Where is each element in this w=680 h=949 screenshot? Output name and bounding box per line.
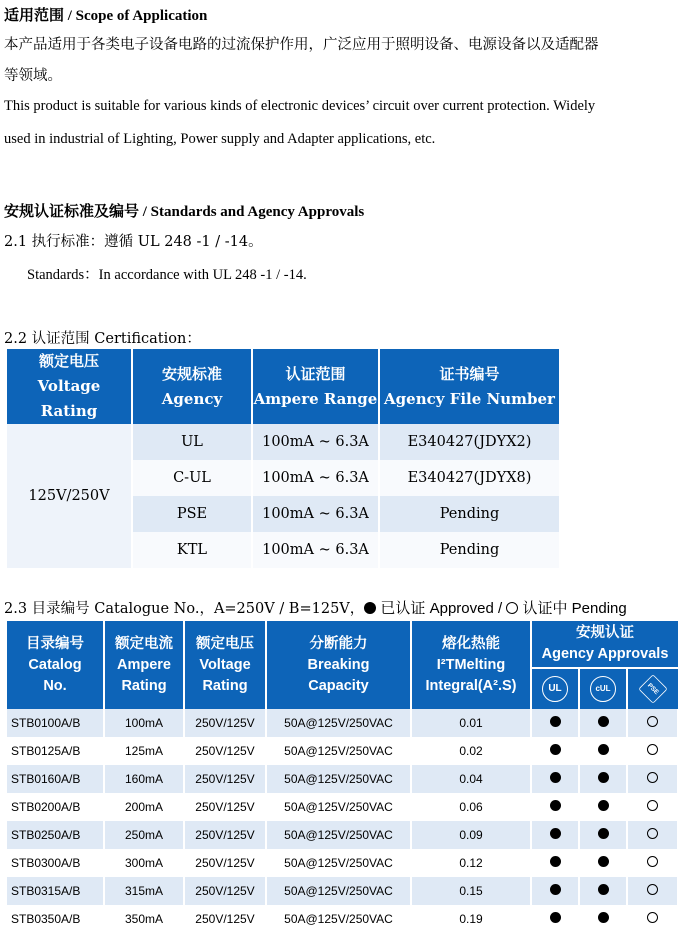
catalog-no-cell: STB0350A/B [7, 905, 104, 933]
ul-status-cell [531, 877, 579, 905]
pending-ring-icon [647, 744, 658, 755]
approved-dot-icon [550, 716, 561, 727]
pse-status-cell [627, 821, 678, 849]
table-row [7, 821, 678, 849]
pse-status-cell [627, 793, 678, 821]
catalog-no-cell: STB0100A/B [7, 709, 104, 737]
approved-dot-icon [550, 772, 561, 783]
approved-dot-icon [364, 602, 376, 614]
ampere-cell: 350mA [104, 905, 184, 933]
approved-dot-icon [598, 828, 609, 839]
cul-status-cell [579, 849, 627, 877]
ul-status-cell [531, 821, 579, 849]
approved-dot-icon [598, 744, 609, 755]
voltage-cell: 250V/125V [184, 821, 266, 849]
approved-dot-icon [598, 800, 609, 811]
range-cell: 100mA ~ 6.3A [252, 496, 379, 532]
approved-dot-icon [550, 828, 561, 839]
ul-status-cell [531, 709, 579, 737]
range-cell: 100mA ~ 6.3A [252, 532, 379, 568]
agency-cell: C-UL [132, 460, 252, 496]
standards-heading-cn: 安规认证标准及编号 [4, 204, 140, 220]
scope-en-line1: This product is suitable for various kinds of electronic devices’ circuit over current protection. Widely [4, 98, 596, 114]
pending-ring-icon [647, 856, 658, 867]
voltage-cell: 250V/125V [184, 737, 266, 765]
file-cell: Pending [379, 496, 559, 532]
approved-dot-icon [598, 856, 609, 867]
range-cell: 100mA ~ 6.3A [252, 424, 379, 460]
catalogue-table [7, 621, 679, 933]
i2t-cell: 0.02 [411, 737, 531, 765]
cul-status-cell [579, 709, 627, 737]
ampere-cell: 100mA [104, 709, 184, 737]
ul-status-cell [531, 765, 579, 793]
ampere-cell: 125mA [104, 737, 184, 765]
voltage-cell: 250V/125V [184, 877, 266, 905]
standards-heading-en: / Standards and Agency Approvals [139, 204, 365, 220]
voltage-cell: 250V/125V [184, 905, 266, 933]
pending-ring-icon [647, 772, 658, 783]
approved-dot-icon [550, 856, 561, 867]
standards-item1-en: Standards：In accordance with UL 248 -1 / -14. [27, 267, 307, 283]
certification-caption: 2.2 认证范围 Certification： [4, 331, 201, 347]
pse-status-cell [627, 849, 678, 877]
pse-status-cell [627, 765, 678, 793]
pending-ring-icon [647, 912, 658, 923]
approved-dot-icon [550, 800, 561, 811]
catalog-no-cell: STB0125A/B [7, 737, 104, 765]
scope-cn-line2: 等领域。 [4, 68, 62, 84]
pse-status-cell [627, 737, 678, 765]
pending-ring-icon [647, 716, 658, 727]
ampere-cell: 315mA [104, 877, 184, 905]
file-cell: E340427(JDYX8) [379, 460, 559, 496]
approved-dot-icon [550, 884, 561, 895]
voltage-cell: 250V/125V [184, 765, 266, 793]
scope-heading-en: / Scope of Application [64, 8, 208, 24]
file-cell: Pending [379, 532, 559, 568]
header-agency: 安规标准 Agency [132, 349, 252, 424]
ampere-cell: 300mA [104, 849, 184, 877]
catalog-no-cell: STB0315A/B [7, 877, 104, 905]
table-row [7, 849, 678, 877]
breaking-cell: 50A@125V/250VAC [266, 765, 411, 793]
catalog-no-cell: STB0300A/B [7, 849, 104, 877]
i2t-cell: 0.09 [411, 821, 531, 849]
cul-status-cell [579, 737, 627, 765]
scope-heading [4, 4, 207, 25]
standards-item1-cn: 2.1 执行标准：遵循 UL 248 -1 / -14。 [4, 234, 263, 250]
ul-status-cell [531, 905, 579, 933]
agency-cell: KTL [132, 532, 252, 568]
voltage-cell: 250V/125V [184, 709, 266, 737]
pending-ring-icon [647, 884, 658, 895]
file-cell: E340427(JDYX2) [379, 424, 559, 460]
ampere-cell: 250mA [104, 821, 184, 849]
pse-status-cell [627, 877, 678, 905]
agency-cell: PSE [132, 496, 252, 532]
cul-status-cell [579, 765, 627, 793]
ampere-cell: 200mA [104, 793, 184, 821]
approved-dot-icon [598, 912, 609, 923]
i2t-cell: 0.06 [411, 793, 531, 821]
i2t-cell: 0.01 [411, 709, 531, 737]
pending-ring-icon [647, 828, 658, 839]
header-voltage-rating: 额定电压 Voltage Rating [184, 621, 266, 709]
approved-dot-icon [598, 884, 609, 895]
header-cul [579, 668, 627, 709]
i2t-cell: 0.15 [411, 877, 531, 905]
header-ampere-range: 认证范围 Ampere Range [252, 349, 379, 424]
header-melting-integral: 熔化热能 I²TMelting Integral(A².S) [411, 621, 531, 709]
i2t-cell: 0.04 [411, 765, 531, 793]
catalogue-caption: 2.3 目录编号 Catalogue No.，A=250V / B=125V， 已认证 Approved / 认证中 Pending [4, 600, 627, 617]
certification-header-row [7, 349, 559, 424]
header-ul [531, 668, 579, 709]
approved-dot-icon [598, 772, 609, 783]
breaking-cell: 50A@125V/250VAC [266, 905, 411, 933]
breaking-cell: 50A@125V/250VAC [266, 793, 411, 821]
cul-status-cell [579, 821, 627, 849]
breaking-cell: 50A@125V/250VAC [266, 709, 411, 737]
cul-status-cell [579, 905, 627, 933]
approved-dot-icon [550, 912, 561, 923]
scope-cn-line1: 本产品适用于各类电子设备电路的过流保护作用，广泛应用于照明设备、电源设备以及适配器 [4, 37, 599, 53]
header-breaking-capacity: 分断能力 Breaking Capacity [266, 621, 411, 709]
range-cell: 100mA ~ 6.3A [252, 460, 379, 496]
certification-table [7, 349, 559, 568]
breaking-cell: 50A@125V/250VAC [266, 821, 411, 849]
header-agency-file-number: 证书编号 Agency File Number [379, 349, 559, 424]
breaking-cell: 50A@125V/250VAC [266, 849, 411, 877]
header-catalog-no: 目录编号 Catalog No. [7, 621, 104, 709]
header-pse [627, 668, 678, 709]
table-row [7, 765, 678, 793]
cul-status-cell [579, 793, 627, 821]
ul-status-cell [531, 737, 579, 765]
pse-status-cell [627, 709, 678, 737]
i2t-cell: 0.12 [411, 849, 531, 877]
catalog-no-cell: STB0200A/B [7, 793, 104, 821]
ampere-cell: 160mA [104, 765, 184, 793]
scope-en-line2: used in industrial of Lighting, Power supply and Adapter applications, etc. [4, 131, 436, 147]
cul-mark-icon: cUL [590, 676, 616, 702]
table-row [7, 793, 678, 821]
agency-cell: UL [132, 424, 252, 460]
voltage-cell: 125V/250V [7, 424, 132, 568]
voltage-cell: 250V/125V [184, 793, 266, 821]
table-row [7, 877, 678, 905]
breaking-cell: 50A@125V/250VAC [266, 737, 411, 765]
pse-status-cell [627, 905, 678, 933]
header-voltage-rating: 额定电压 Voltage Rating [7, 349, 132, 424]
scope-heading-cn: 适用范围 [4, 8, 65, 24]
catalogue-header-row [7, 621, 678, 668]
table-row [7, 424, 559, 460]
table-row [7, 905, 678, 933]
pending-ring-icon [506, 602, 518, 614]
standards-heading [4, 200, 364, 221]
pending-ring-icon [647, 800, 658, 811]
ul-mark-icon: UL [542, 676, 568, 702]
voltage-cell: 250V/125V [184, 849, 266, 877]
catalog-no-cell: STB0250A/B [7, 821, 104, 849]
catalog-no-cell: STB0160A/B [7, 765, 104, 793]
ul-status-cell [531, 849, 579, 877]
table-row [7, 737, 678, 765]
breaking-cell: 50A@125V/250VAC [266, 877, 411, 905]
header-agency-approvals: 安规认证 Agency Approvals [531, 621, 678, 668]
i2t-cell: 0.19 [411, 905, 531, 933]
approved-dot-icon [598, 716, 609, 727]
header-ampere-rating: 额定电流 Ampere Rating [104, 621, 184, 709]
pse-mark-icon: PSE [638, 674, 667, 703]
ul-status-cell [531, 793, 579, 821]
cul-status-cell [579, 877, 627, 905]
table-row [7, 709, 678, 737]
approved-dot-icon [550, 744, 561, 755]
